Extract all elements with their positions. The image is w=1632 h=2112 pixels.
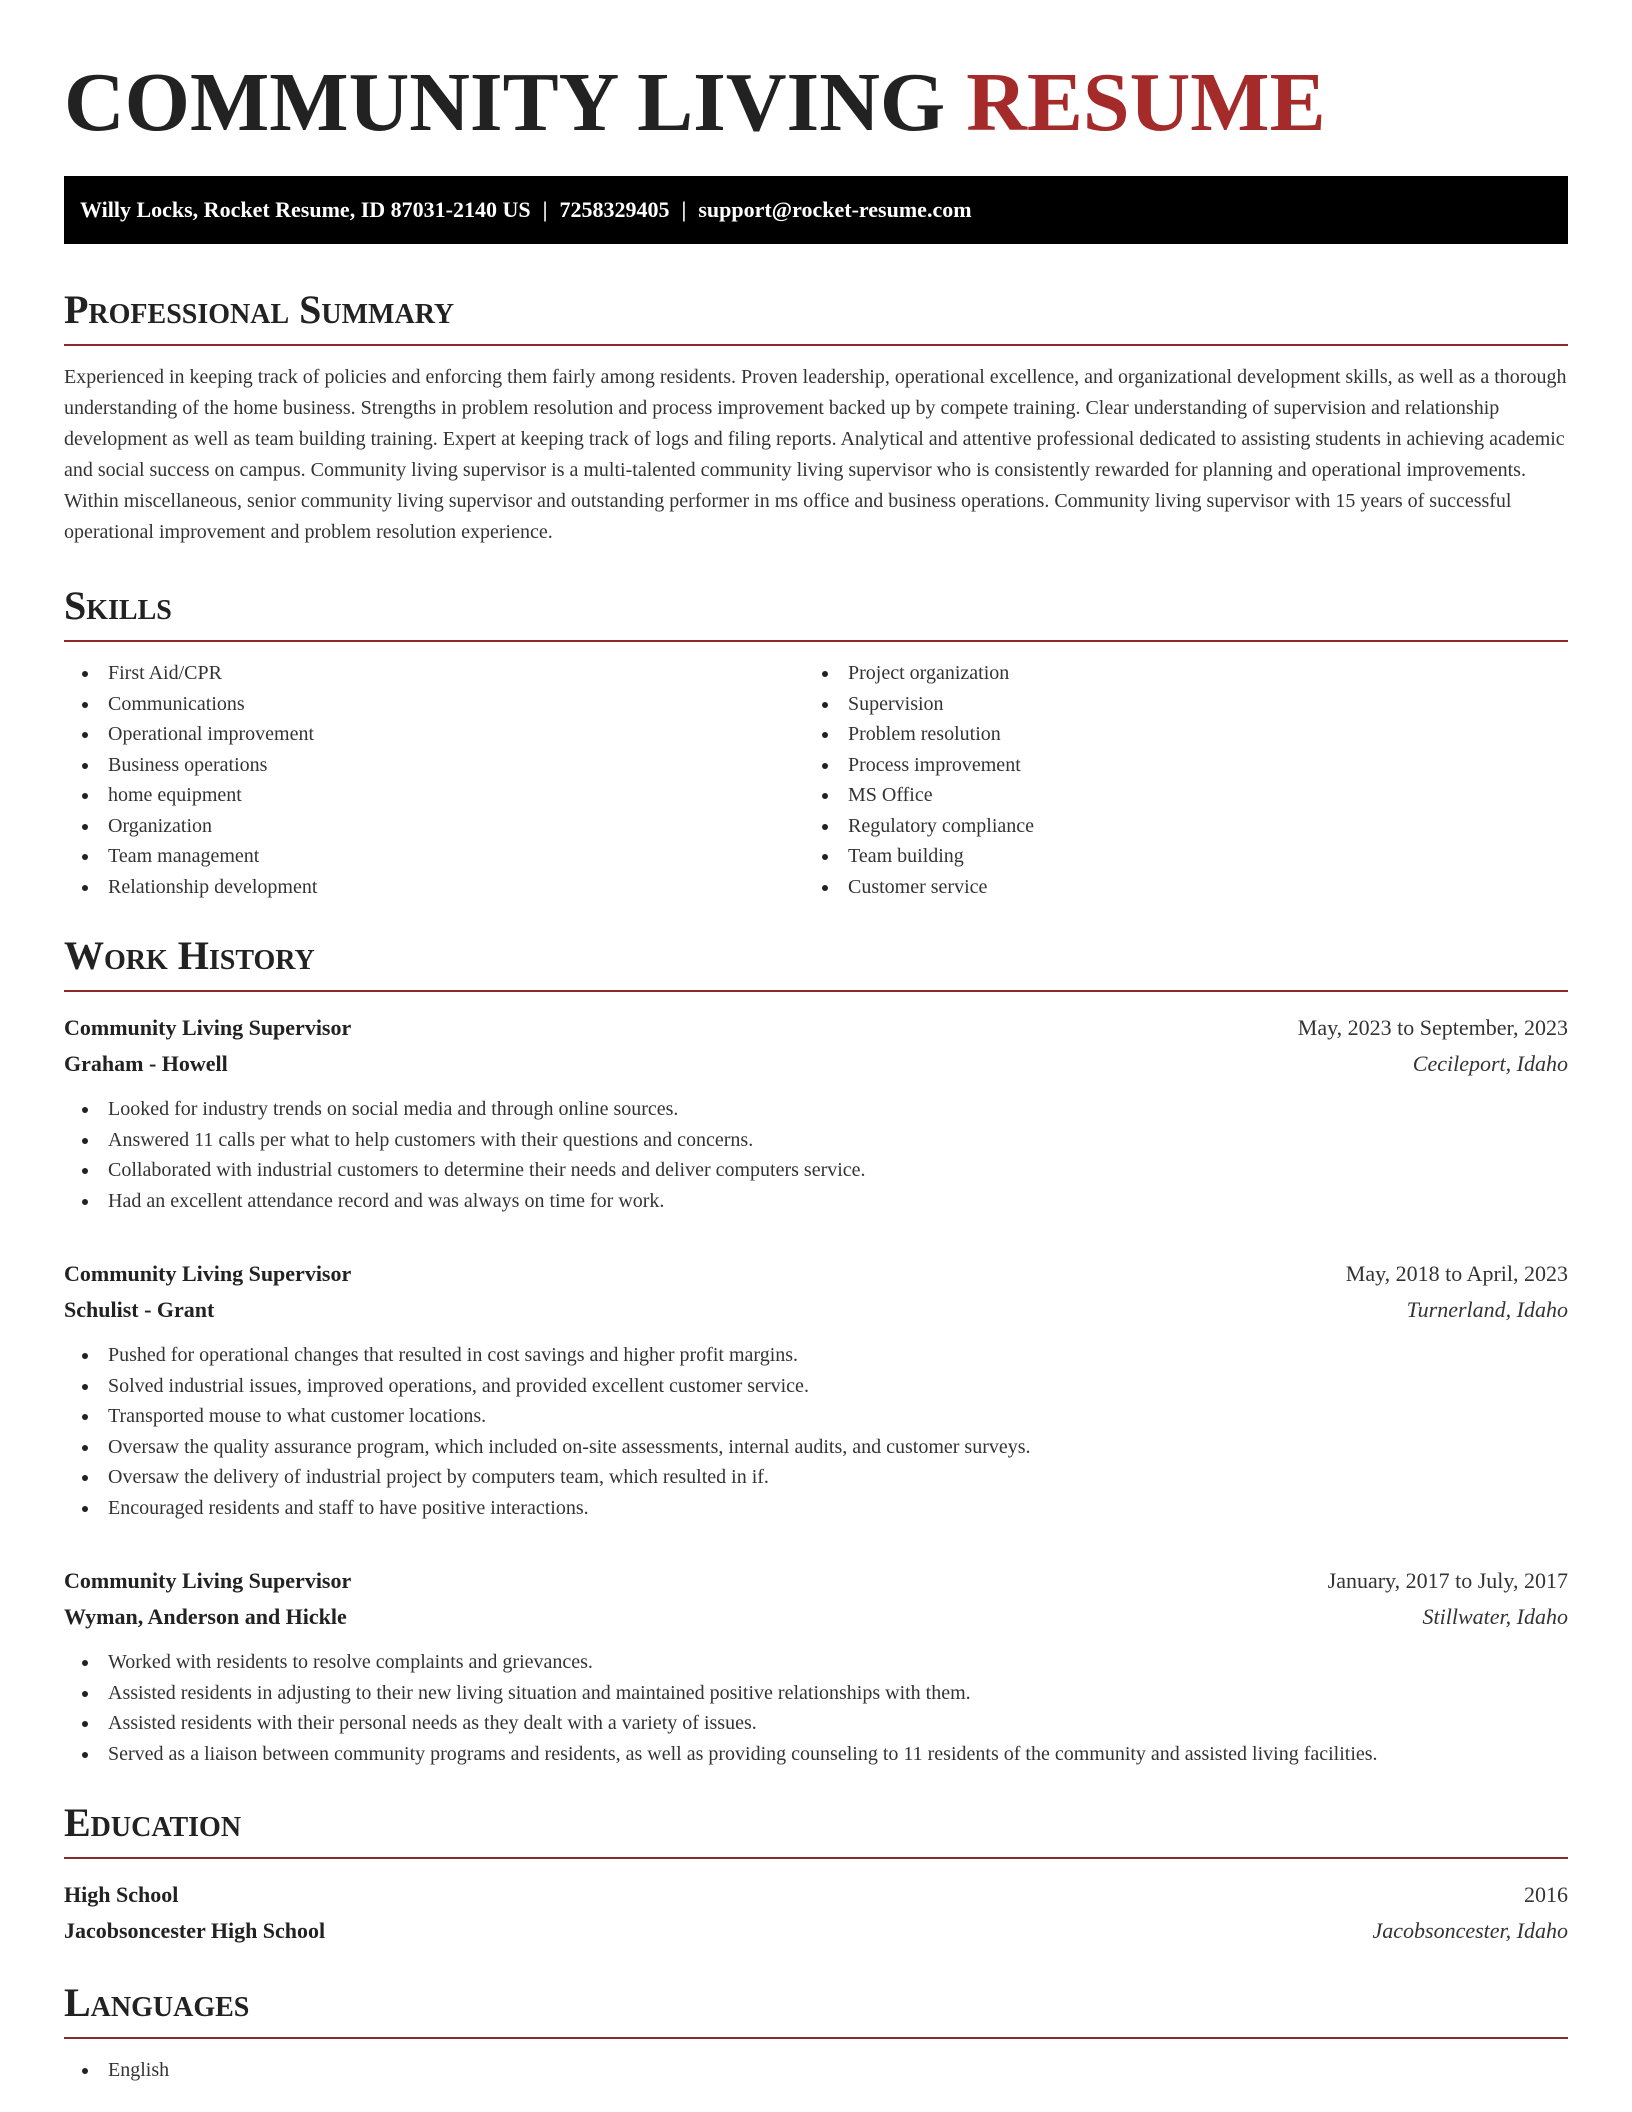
skill-item: Problem resolution bbox=[804, 719, 1544, 750]
job-company-row bbox=[64, 1599, 1568, 1635]
job-header-row bbox=[64, 1256, 1568, 1292]
education-degree: High School bbox=[64, 1882, 179, 1907]
contact-bar bbox=[64, 176, 1568, 244]
job-location: Cecileport, Idaho bbox=[1412, 1051, 1568, 1076]
education-year: 2016 bbox=[1524, 1882, 1568, 1907]
skill-item: First Aid/CPR bbox=[64, 658, 804, 689]
skills-section bbox=[64, 584, 1568, 902]
job-title: Community Living Supervisor bbox=[64, 1261, 352, 1286]
skill-item: Regulatory compliance bbox=[804, 811, 1544, 842]
job-location: Turnerland, Idaho bbox=[1406, 1297, 1568, 1322]
job-entry bbox=[64, 1256, 1568, 1523]
job-bullets bbox=[64, 1340, 1568, 1523]
job-bullet: Oversaw the delivery of industrial project by computers team, which resulted in if. bbox=[64, 1462, 1568, 1493]
job-entry bbox=[64, 1563, 1568, 1769]
language-item: English bbox=[64, 2055, 1568, 2086]
work-history-section bbox=[64, 934, 1568, 1769]
job-bullet: Collaborated with industrial customers to determine their needs and deliver computers service. bbox=[64, 1155, 1568, 1186]
education-header-row bbox=[64, 1877, 1568, 1913]
contact-separator: | bbox=[542, 197, 548, 222]
skill-item: MS Office bbox=[804, 780, 1544, 811]
contact-separator: | bbox=[681, 197, 687, 222]
skills-grid bbox=[64, 658, 1568, 902]
job-bullet: Solved industrial issues, improved operations, and provided excellent customer service. bbox=[64, 1371, 1568, 1402]
summary-heading: Professional Summary bbox=[64, 288, 1568, 346]
job-title: Community Living Supervisor bbox=[64, 1015, 352, 1040]
skill-item: Organization bbox=[64, 811, 804, 842]
job-bullets bbox=[64, 1647, 1568, 1769]
skill-item: Team management bbox=[64, 841, 804, 872]
job-bullet: Answered 11 calls per what to help customers with their questions and concerns. bbox=[64, 1125, 1568, 1156]
skill-item: Team building bbox=[804, 841, 1544, 872]
resume-title bbox=[64, 0, 1568, 148]
job-header-row bbox=[64, 1010, 1568, 1046]
job-company-row bbox=[64, 1046, 1568, 1082]
education-heading: Education bbox=[64, 1801, 1568, 1859]
skill-item: Process improvement bbox=[804, 750, 1544, 781]
job-company-row bbox=[64, 1292, 1568, 1328]
education-school: Jacobsoncester High School bbox=[64, 1918, 326, 1943]
job-company: Schulist - Grant bbox=[64, 1297, 215, 1322]
job-bullet: Assisted residents in adjusting to their new living situation and maintained positive relationships with them. bbox=[64, 1678, 1568, 1709]
contact-phone: 7258329405 bbox=[559, 197, 670, 222]
languages-heading: Languages bbox=[64, 1981, 1568, 2039]
job-bullet: Oversaw the quality assurance program, which included on-site assessments, internal audits, and customer surveys. bbox=[64, 1432, 1568, 1463]
skill-item: Project organization bbox=[804, 658, 1544, 689]
job-header-row bbox=[64, 1563, 1568, 1599]
contact-address: Willy Locks, Rocket Resume, ID 87031-2140 US bbox=[80, 197, 531, 222]
job-title: Community Living Supervisor bbox=[64, 1568, 352, 1593]
resume-title-accent: RESUME bbox=[966, 56, 1326, 149]
job-bullet: Served as a liaison between community programs and residents, as well as providing counseling to 11 residents of the community and assisted living facilities. bbox=[64, 1739, 1568, 1770]
summary-text: Experienced in keeping track of policies and enforcing them fairly among residents. Proven leadership, operational excellence, and organizational development skills, as well as a thorough understanding of the home business. Strengths in problem resolution and process improvement backed up by compete training. Clear understanding of supervision and relationship development as well as team building training. Expert at keeping track of logs and filing reports. Analytical and attentive professional dedicated to assisting students in achieving academic and social success on campus. Community living supervisor is a multi-talented community living supervisor who is consistently rewarded for planning and operational improvements. Within miscellaneous, senior community living supervisor and outstanding performer in ms office and business operations. Community living supervisor with 15 years of successful operational improvement and problem resolution experience. bbox=[64, 366, 1567, 543]
skill-item: Business operations bbox=[64, 750, 804, 781]
skill-item: Supervision bbox=[804, 689, 1544, 720]
skill-item: home equipment bbox=[64, 780, 804, 811]
summary-section bbox=[64, 288, 1568, 548]
job-bullet: Encouraged residents and staff to have positive interactions. bbox=[64, 1493, 1568, 1524]
languages-section bbox=[64, 1981, 1568, 2086]
education-section bbox=[64, 1801, 1568, 1949]
education-entry bbox=[64, 1877, 1568, 1949]
job-bullet: Worked with residents to resolve complaints and grievances. bbox=[64, 1647, 1568, 1678]
skill-item: Relationship development bbox=[64, 872, 804, 903]
job-company: Graham - Howell bbox=[64, 1051, 228, 1076]
job-bullet: Transported mouse to what customer locations. bbox=[64, 1401, 1568, 1432]
education-school-row bbox=[64, 1913, 1568, 1949]
job-bullet: Pushed for operational changes that resulted in cost savings and higher profit margins. bbox=[64, 1340, 1568, 1371]
job-entry bbox=[64, 1010, 1568, 1216]
skill-item: Operational improvement bbox=[64, 719, 804, 750]
skills-list-left bbox=[64, 658, 804, 902]
job-bullets bbox=[64, 1094, 1568, 1216]
skill-item: Customer service bbox=[804, 872, 1544, 903]
work-history-heading: Work History bbox=[64, 934, 1568, 992]
job-bullet: Had an excellent attendance record and was always on time for work. bbox=[64, 1186, 1568, 1217]
skill-item: Communications bbox=[64, 689, 804, 720]
job-dates: May, 2023 to September, 2023 bbox=[1297, 1015, 1568, 1040]
job-company: Wyman, Anderson and Hickle bbox=[64, 1604, 347, 1629]
skills-heading: Skills bbox=[64, 584, 1568, 642]
contact-email: support@rocket-resume.com bbox=[698, 197, 972, 222]
languages-list bbox=[64, 2055, 1568, 2086]
job-dates: May, 2018 to April, 2023 bbox=[1345, 1261, 1568, 1286]
job-dates: January, 2017 to July, 2017 bbox=[1327, 1568, 1568, 1593]
skills-list-right bbox=[804, 658, 1544, 902]
resume-title-main: COMMUNITY LIVING bbox=[64, 56, 946, 149]
job-location: Stillwater, Idaho bbox=[1422, 1604, 1568, 1629]
job-bullet: Looked for industry trends on social media and through online sources. bbox=[64, 1094, 1568, 1125]
education-location: Jacobsoncester, Idaho bbox=[1372, 1918, 1568, 1943]
job-bullet: Assisted residents with their personal needs as they dealt with a variety of issues. bbox=[64, 1708, 1568, 1739]
